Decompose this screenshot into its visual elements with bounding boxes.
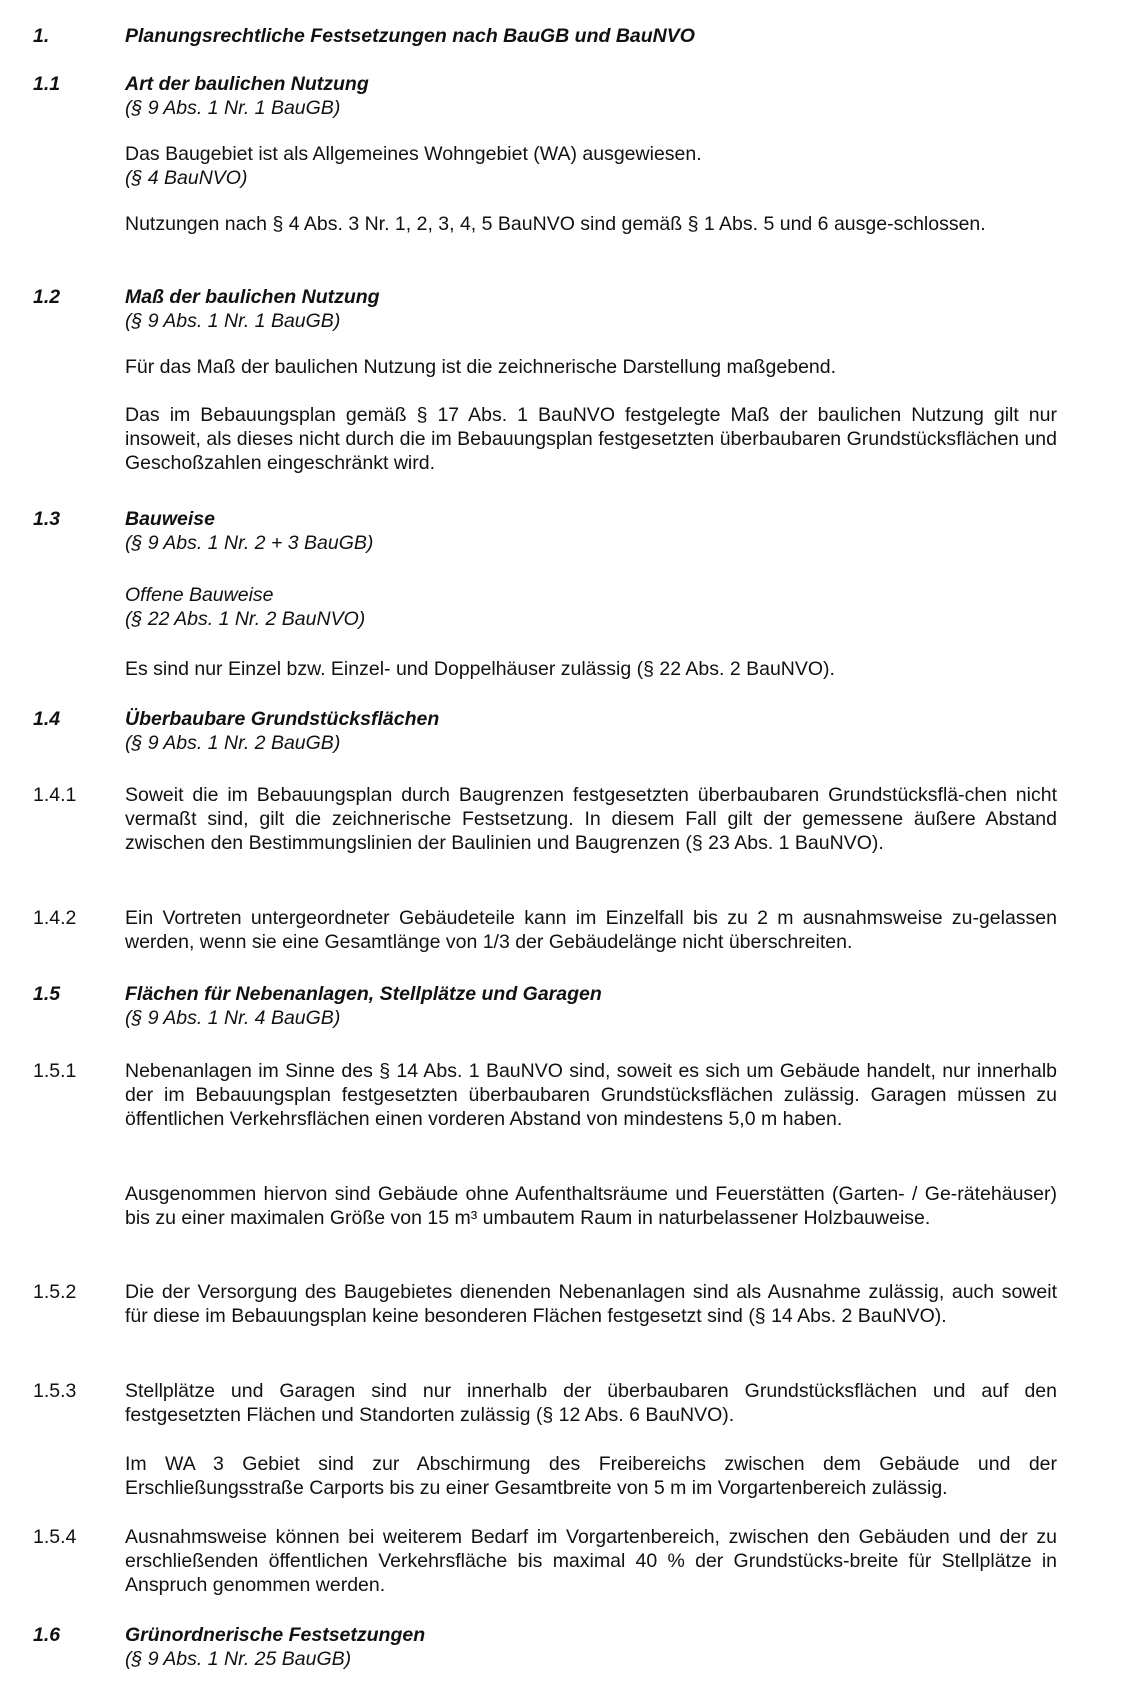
paragraph-text: Die der Versorgung des Baugebietes dienenden Nebenanlagen sind als Ausnahme zulässig, auch soweit für diese im Bebauungsplan keine besonderen Flächen festgesetzt sind (§ 14 Abs. 2 BauNVO). <box>125 1281 1057 1327</box>
legal-reference: (§ 9 Abs. 1 Nr. 2 + 3 BauGB) <box>125 532 374 554</box>
subsection-title: Offene Bauweise <box>125 584 274 606</box>
section-number: 1.4 <box>33 708 61 730</box>
section-number: 1.3 <box>33 508 61 530</box>
item-number: 1.5.3 <box>33 1380 77 1402</box>
section-title: Grünordnerische Festsetzungen <box>125 1624 426 1646</box>
section-title: Bauweise <box>125 508 215 530</box>
section-number: 1.1 <box>33 73 61 95</box>
paragraph-text: Für das Maß der baulichen Nutzung ist die zeichnerische Darstellung maßgebend. <box>125 356 837 378</box>
section-title: Maß der baulichen Nutzung <box>125 286 380 308</box>
paragraph-text: Das Baugebiet ist als Allgemeines Wohngebiet (WA) ausgewiesen. <box>125 143 702 165</box>
item-number: 1.4.2 <box>33 907 77 929</box>
section-number: 1.2 <box>33 286 61 308</box>
item-number: 1.5.2 <box>33 1281 77 1303</box>
paragraph-text: Nutzungen nach § 4 Abs. 3 Nr. 1, 2, 3, 4, 5 BauNVO sind gemäß § 1 Abs. 5 und 6 ausge-schlossen. <box>125 213 986 235</box>
paragraph-text: Ein Vortreten untergeordneter Gebäudeteile kann im Einzelfall bis zu 2 m ausnahmsweise zu-gelassen werden, wenn sie eine Gesamtlänge von 1/3 der Gebäudelänge nicht überschreiten. <box>125 907 1057 953</box>
section-title: Flächen für Nebenanlagen, Stellplätze und Garagen <box>125 983 602 1005</box>
paragraph-text: Es sind nur Einzel bzw. Einzel- und Doppelhäuser zulässig (§ 22 Abs. 2 BauNVO). <box>125 658 835 680</box>
paragraph-text: Das im Bebauungsplan gemäß § 17 Abs. 1 BauNVO festgelegte Maß der baulichen Nutzung gilt nur insoweit, als dieses nicht durch die im Bebauungsplan festgesetzten überbaubaren Grundstücksflächen und Geschoßzahlen eingeschränkt wird. <box>125 404 1057 474</box>
legal-reference: (§ 4 BauNVO) <box>125 167 248 189</box>
section-number: 1.5 <box>33 983 61 1005</box>
item-number: 1.5.1 <box>33 1060 77 1082</box>
section-title: Überbaubare Grundstücksflächen <box>125 708 440 730</box>
section-number: 1. <box>33 25 50 47</box>
legal-reference: (§ 22 Abs. 1 Nr. 2 BauNVO) <box>125 608 366 630</box>
item-number: 1.4.1 <box>33 784 77 806</box>
item-number: 1.5.4 <box>33 1526 77 1548</box>
legal-reference: (§ 9 Abs. 1 Nr. 1 BauGB) <box>125 97 341 119</box>
legal-reference: (§ 9 Abs. 1 Nr. 25 BauGB) <box>125 1648 352 1670</box>
paragraph-text: Soweit die im Bebauungsplan durch Baugrenzen festgesetzten überbaubaren Grundstücksflä-chen nicht vermaßt sind, gilt die zeichnerische Festsetzung. In diesem Fall gilt der gemessene äußere Abstand zwischen den Bestimmungslinien der Baulinien und Baugrenzen (§ 23 Abs. 1 BauNVO). <box>125 784 1057 854</box>
paragraph-text: Ausgenommen hiervon sind Gebäude ohne Aufenthaltsräume und Feuerstätten (Garten- / Ge-rätehäuser) bis zu einer maximalen Größe von 15 m³ umbautem Raum in naturbelassener Holzbauweise. <box>125 1183 1057 1229</box>
paragraph-text: Ausnahmsweise können bei weiterem Bedarf im Vorgartenbereich, zwischen den Gebäuden und der zu erschließenden öffentlichen Verkehrsfläche bis maximal 40 % der Grundstücks-breite für Stellplätze in Anspruch genommen werden. <box>125 1526 1057 1596</box>
paragraph-text: Im WA 3 Gebiet sind zur Abschirmung des Freibereichs zwischen dem Gebäude und der Erschließungsstraße Carports bis zu einer Gesamtbreite von 5 m im Vorgartenbereich zulässig. <box>125 1453 1057 1499</box>
section-title: Art der baulichen Nutzung <box>125 73 369 95</box>
legal-reference: (§ 9 Abs. 1 Nr. 2 BauGB) <box>125 732 341 754</box>
section-title: Planungsrechtliche Festsetzungen nach BauGB und BauNVO <box>125 25 695 47</box>
legal-reference: (§ 9 Abs. 1 Nr. 4 BauGB) <box>125 1007 341 1029</box>
legal-reference: (§ 9 Abs. 1 Nr. 1 BauGB) <box>125 310 341 332</box>
paragraph-text: Stellplätze und Garagen sind nur innerhalb der überbaubaren Grundstücksflächen und auf den festgesetzten Flächen und Standorten zulässig (§ 12 Abs. 6 BauNVO). <box>125 1380 1057 1426</box>
section-number: 1.6 <box>33 1624 61 1646</box>
paragraph-text: Nebenanlagen im Sinne des § 14 Abs. 1 BauNVO sind, soweit es sich um Gebäude handelt, nur innerhalb der im Bebauungsplan festgesetzten überbaubaren Grundstücksflächen zulässig. Garagen müssen zu öffentlichen Verkehrsflächen einen vorderen Abstand von mindestens 5,0 m haben. <box>125 1060 1057 1130</box>
